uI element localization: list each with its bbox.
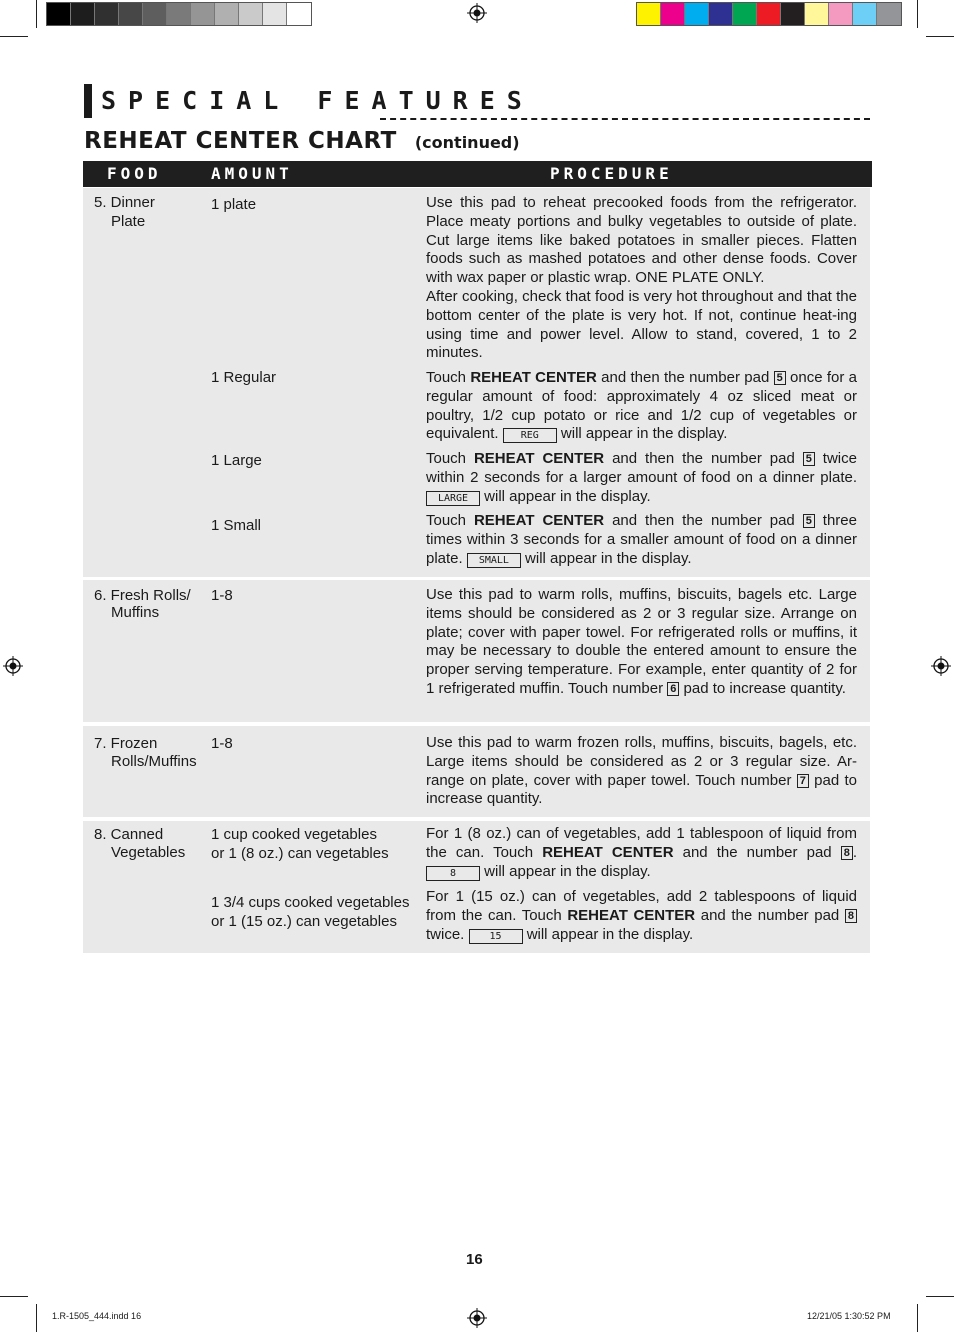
amount-label: or 1 (15 oz.) can vegetables <box>211 913 397 930</box>
color-swatch <box>119 3 143 25</box>
display-readout: 15 <box>469 929 523 944</box>
color-swatch <box>287 3 311 25</box>
color-swatch <box>829 3 853 25</box>
column-header-amount: AMOUNT <box>211 164 293 183</box>
procedure-fragment: and then the number pad <box>601 369 770 386</box>
color-swatch-strip <box>636 2 902 26</box>
color-swatch <box>239 3 263 25</box>
procedure-fragment: Use this pad to warm rolls, muffins, biscuits, bagels etc. Large items should be considered as 2 or 3 regular size. Arrange on plate; cover with paper towel. For refrigerated rolls or muffins, it may be necessary to double the entered amount to ensure the proper serving temperature. For example, enter quantity of 2 for 1 refrigerated muffin. Touch number <box>426 586 857 697</box>
amount-label: 1-8 <box>211 587 233 604</box>
procedure-fragment: and then the number pad <box>612 450 795 467</box>
procedure-fragment: and then the number pad <box>612 512 795 529</box>
color-swatch <box>757 3 781 25</box>
color-swatch <box>143 3 167 25</box>
section-marker-bar <box>84 84 92 118</box>
number-pad-key: 5 <box>803 452 815 466</box>
number-pad-key: 5 <box>803 514 815 528</box>
procedure-fragment: once for a regular amount of food: approximately 4 oz sliced meat or poultry, 1/2 cup potato or rice and 1/2 cup of vegetables or equivalent. <box>426 369 857 443</box>
crop-mark <box>926 1296 954 1297</box>
number-pad-key: 8 <box>845 909 857 923</box>
procedure-text <box>426 194 857 363</box>
crop-mark <box>36 0 37 28</box>
footer-filename: 1.R-1505_444.indd 16 <box>52 1311 142 1321</box>
reheat-center-label: REHEAT CENTER <box>567 906 696 924</box>
color-swatch <box>733 3 757 25</box>
color-swatch <box>47 3 71 25</box>
crop-mark <box>917 0 918 28</box>
amount-label: 1 3/4 cups cooked vegetables <box>211 894 410 911</box>
procedure-paragraph: Use this pad to reheat precooked foods from the refrigerator. Place meaty portions and bulky vegetables to outside of plate. Cut large items like baked potatoes in smaller pieces. Flatten foods such as mashed potatoes and other dense foods. Cover with wax paper or plastic wrap. ONE PLATE ONLY. <box>426 194 857 287</box>
color-swatch <box>877 3 901 25</box>
color-swatch <box>685 3 709 25</box>
crop-mark <box>0 1296 28 1297</box>
color-swatch <box>215 3 239 25</box>
amount-label: 1 Small <box>211 517 262 534</box>
color-swatch <box>95 3 119 25</box>
amount-label: 1-8 <box>211 735 233 752</box>
number-pad-key: 8 <box>841 846 853 860</box>
color-swatch <box>853 3 877 25</box>
amount-label: 1 plate <box>211 196 257 213</box>
procedure-fragment: For 1 (15 oz.) can of vegetables, add 2 tablespoons of liquid from the can. Touch <box>426 888 857 924</box>
chart-subtitle: (continued) <box>414 133 520 152</box>
procedure-text <box>426 369 857 444</box>
footer-timestamp: 12/21/05 1:30:52 PM <box>807 1311 891 1321</box>
procedure-fragment: pad to increase quantity. <box>683 679 846 697</box>
page-number: 16 <box>466 1251 483 1268</box>
procedure-text: For 1 (8 oz.) can of vegetables, add 1 tablespoon of liquid from the can. Touch REHEAT CENTER and the number pad 8 . 8 will appear in the display. <box>426 825 858 880</box>
section-dashed-rule <box>380 118 870 120</box>
procedure-text <box>426 586 857 699</box>
column-header-food: FOOD <box>107 164 162 183</box>
color-swatch <box>71 3 95 25</box>
display-readout: LARGE <box>426 491 480 506</box>
procedure-fragment: Use this pad to warm frozen rolls, muffins, biscuits, bagels, etc. Large items should be considered as 2 or 3 regular size. Ar-range on plate, cover with paper towel. Touch number <box>426 734 857 789</box>
procedure-fragment: Touch <box>426 369 467 386</box>
procedure-fragment: For 1 (8 oz.) can of vegetables, add 1 tablespoon of liquid from the can. Touch <box>426 825 857 861</box>
color-swatch <box>781 3 805 25</box>
registration-mark-icon <box>467 1308 487 1328</box>
number-pad-key: 5 <box>774 371 786 385</box>
reheat-center-label: REHEAT CENTER <box>542 843 674 861</box>
display-readout: REG <box>503 428 557 443</box>
food-label: 5. Dinner <box>94 194 155 211</box>
registration-mark-icon <box>3 656 23 676</box>
display-readout: SMALL <box>467 553 521 568</box>
procedure-fragment: will appear in the display. <box>560 425 728 443</box>
amount-label: 1 Large <box>211 452 262 469</box>
food-label: Rolls/Muffins <box>111 753 197 770</box>
procedure-fragment: will appear in the display. <box>525 549 692 567</box>
color-swatch <box>637 3 661 25</box>
food-label: Vegetables <box>111 844 186 861</box>
procedure-text <box>426 512 857 568</box>
food-label: 8. Canned <box>94 826 164 843</box>
color-swatch <box>661 3 685 25</box>
reheat-center-label: REHEAT CENTER <box>470 369 597 386</box>
amount-label: or 1 (8 oz.) can vegetables <box>211 845 389 862</box>
procedure-paragraph: After cooking, check that food is very hot throughout and that the bottom center of the plate is very hot. If not, continue heat-ing using time and power level. Allow to stand, covered, 1 to 2 minutes. <box>426 287 857 362</box>
section-title: SPECIAL FEATURES <box>101 86 534 115</box>
amount-label: 1 cup cooked vegetables <box>211 826 377 843</box>
procedure-fragment: will appear in the display. <box>484 862 651 880</box>
grayscale-swatch-strip <box>46 2 312 26</box>
procedure-fragment: will appear in the display. <box>484 487 651 505</box>
procedure-fragment: and the number pad <box>700 906 840 924</box>
procedure-text <box>426 734 857 809</box>
crop-mark <box>0 36 28 37</box>
procedure-fragment: Touch <box>426 450 467 467</box>
procedure-fragment: twice within 2 seconds for a larger amount of food on a dinner plate. <box>426 450 857 486</box>
display-readout: 8 <box>426 866 480 881</box>
procedure-fragment: pad to increase quantity. <box>426 771 857 808</box>
food-label: Muffins <box>111 604 160 621</box>
color-swatch <box>263 3 287 25</box>
procedure-fragment: twice. <box>426 925 465 943</box>
food-label: Plate <box>111 213 146 230</box>
crop-mark <box>36 1304 37 1332</box>
registration-mark-icon <box>467 3 487 23</box>
procedure-fragment: will appear in the display. <box>526 925 694 943</box>
color-swatch <box>805 3 829 25</box>
chart-title-text: REHEAT CENTER CHART <box>84 128 397 154</box>
food-label: 6. Fresh Rolls/ <box>94 587 191 604</box>
procedure-text <box>426 888 857 944</box>
column-header-procedure: PROCEDURE <box>550 164 673 183</box>
food-label: 7. Frozen <box>94 735 158 752</box>
procedure-fragment: Touch <box>426 512 467 529</box>
reheat-center-label: REHEAT CENTER <box>473 450 605 467</box>
procedure-fragment: and the number pad <box>682 843 832 861</box>
number-pad-key: 7 <box>797 774 809 788</box>
procedure-text <box>426 450 857 506</box>
table-header <box>83 161 872 187</box>
color-swatch <box>191 3 215 25</box>
chart-title <box>84 128 520 154</box>
color-swatch <box>709 3 733 25</box>
number-pad-key: 6 <box>667 682 679 696</box>
registration-mark-icon <box>931 656 951 676</box>
procedure-fragment: three times within 3 seconds for a smaller amount of food on a dinner plate. <box>426 512 857 567</box>
crop-mark <box>917 1304 918 1332</box>
color-swatch <box>167 3 191 25</box>
amount-label: 1 Regular <box>211 369 277 386</box>
crop-mark <box>926 36 954 37</box>
reheat-center-label: REHEAT CENTER <box>473 512 605 529</box>
